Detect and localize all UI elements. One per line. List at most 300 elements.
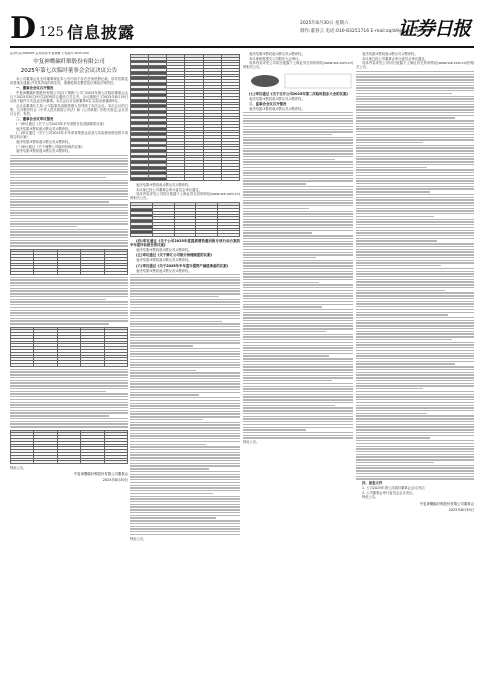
text-line-placeholder (130, 364, 240, 365)
paragraph: 本议案尚需提交公司股东大会审议。 (249, 56, 302, 61)
text-line-placeholder (356, 243, 474, 244)
text-line-placeholder (356, 284, 474, 285)
text-line-placeholder (10, 415, 109, 416)
text-line-placeholder (243, 153, 353, 154)
table-cell (174, 234, 196, 237)
closing-line: 特此公告。 (130, 536, 147, 541)
text-line-placeholder (356, 180, 474, 181)
text-line-placeholder (10, 396, 128, 397)
text-line-placeholder (356, 219, 474, 220)
text-line-placeholder (356, 115, 474, 116)
text-line-placeholder (356, 440, 474, 441)
text-line-placeholder (356, 271, 474, 272)
text-line-placeholder (130, 359, 240, 360)
table-cell (131, 178, 149, 181)
text-line-placeholder (243, 112, 353, 113)
paragraph: 特此公告。 (362, 495, 379, 500)
text-line-placeholder (130, 487, 240, 488)
text-line-placeholder (10, 312, 128, 313)
text-line-placeholder (243, 129, 353, 130)
text-line-placeholder (10, 304, 128, 305)
column-1-filler-2 (10, 277, 128, 325)
text-line-placeholder (356, 426, 474, 427)
text-line-placeholder (10, 282, 128, 283)
text-line-placeholder (356, 254, 474, 255)
text-line-placeholder (243, 260, 353, 261)
text-line-placeholder (10, 293, 128, 294)
text-line-placeholder (243, 405, 335, 406)
text-line-placeholder (130, 340, 240, 341)
notice-meta-1: 证券代码:688295 证券简称:中复神鹰 公告编号:2025-029 (10, 52, 89, 55)
text-line-placeholder (356, 407, 474, 408)
text-line-placeholder (243, 257, 316, 258)
table-cell (81, 363, 104, 366)
text-line-placeholder (130, 372, 240, 373)
page-header (0, 0, 484, 50)
text-line-placeholder (130, 318, 240, 319)
text-line-placeholder (356, 342, 474, 343)
text-line-placeholder (130, 293, 240, 294)
text-line-placeholder (10, 320, 128, 321)
text-line-placeholder (243, 134, 332, 135)
section-heading: 四、备查文件 (362, 481, 383, 486)
text-line-placeholder (243, 254, 353, 255)
closing-line: 特此公告。 (243, 440, 260, 445)
section-title: 信息披露 (67, 23, 136, 42)
column-4-body (356, 52, 474, 70)
text-line-placeholder (243, 375, 353, 376)
text-line-placeholder (10, 382, 128, 383)
text-line-placeholder (130, 435, 240, 436)
table-cell (57, 363, 80, 366)
text-line-placeholder (356, 178, 474, 179)
text-line-placeholder (243, 271, 353, 272)
text-line-placeholder (10, 223, 128, 224)
text-line-placeholder (130, 312, 240, 313)
text-line-placeholder (243, 366, 353, 367)
text-line-placeholder (356, 164, 474, 165)
text-line-placeholder (356, 383, 474, 384)
text-line-placeholder (10, 296, 128, 297)
text-line-placeholder (356, 120, 474, 121)
text-line-placeholder (243, 388, 353, 389)
text-line-placeholder (10, 371, 128, 372)
signature: 中复神鹰碳纤维股份有限公司董事会 (419, 501, 474, 506)
text-line-placeholder (10, 369, 128, 370)
text-line-placeholder (356, 317, 474, 318)
text-line-placeholder (243, 139, 353, 140)
text-line-placeholder (243, 435, 353, 436)
text-line-placeholder (243, 241, 353, 242)
text-line-placeholder (243, 334, 353, 335)
text-line-placeholder (356, 281, 474, 282)
text-line-placeholder (130, 353, 240, 354)
text-line-placeholder (130, 397, 240, 398)
text-line-placeholder (130, 476, 240, 477)
text-line-placeholder (10, 279, 128, 280)
text-line-placeholder (356, 273, 474, 274)
small-chart-area (243, 72, 353, 90)
table-cell (152, 234, 174, 237)
text-line-placeholder (10, 177, 106, 178)
column-2-filler (130, 274, 240, 535)
text-line-placeholder (243, 418, 353, 419)
text-line-placeholder (10, 204, 128, 205)
section-heading: 三、监事会会议召开情况 (249, 101, 287, 106)
table-cell (11, 363, 34, 366)
text-line-placeholder (243, 410, 353, 411)
text-line-placeholder (356, 93, 452, 94)
text-line-placeholder (356, 126, 474, 127)
text-line-placeholder (356, 388, 423, 389)
text-line-placeholder (243, 126, 353, 127)
text-line-placeholder (130, 337, 240, 338)
text-line-placeholder (356, 331, 474, 332)
text-line-placeholder (130, 290, 240, 291)
text-line-placeholder (356, 336, 474, 337)
text-line-placeholder (356, 369, 474, 370)
table-cell (57, 271, 80, 274)
text-line-placeholder (243, 331, 326, 332)
sign-date: 2025年8月30日 (102, 478, 128, 483)
text-line-placeholder (356, 350, 474, 351)
paragraph: 表决结果:9票同意,0票反对,0票弃权。 (136, 248, 192, 253)
table-cell (57, 461, 80, 464)
text-line-placeholder (243, 238, 353, 239)
signature: 中复神鹰碳纤维股份有限公司董事会 (73, 472, 128, 477)
text-line-placeholder (356, 476, 474, 477)
text-line-placeholder (10, 221, 128, 222)
text-line-placeholder (243, 386, 353, 387)
text-line-placeholder (243, 391, 353, 392)
text-line-placeholder (243, 287, 353, 288)
text-line-placeholder (130, 441, 240, 442)
sign-date: 2025年8月30日 (448, 507, 474, 512)
column-3-body-2 (243, 92, 353, 111)
text-line-placeholder (10, 399, 128, 400)
section-heading: 二、董事会会议审议情况 (16, 116, 54, 121)
text-line-placeholder (130, 482, 240, 483)
text-line-placeholder (130, 416, 240, 417)
table-cell (34, 363, 57, 366)
text-line-placeholder (356, 353, 474, 354)
text-line-placeholder (356, 186, 474, 187)
column-3 (243, 52, 353, 692)
section-heading: (五)审议通过《关于修订公司部分治理制度的议案》 (136, 253, 214, 258)
text-line-placeholder (356, 268, 474, 269)
text-line-placeholder (130, 392, 240, 393)
text-line-placeholder (130, 504, 240, 505)
text-line-placeholder (130, 534, 240, 535)
text-line-placeholder (243, 328, 353, 329)
text-line-placeholder (243, 364, 353, 365)
text-line-placeholder (356, 183, 474, 184)
text-line-placeholder (243, 227, 353, 228)
section-letter: D (10, 11, 37, 46)
text-line-placeholder (356, 76, 474, 77)
text-line-placeholder (243, 279, 353, 280)
text-line-placeholder (130, 413, 240, 414)
text-line-placeholder (10, 318, 128, 319)
paragraph: 表决结果:3票同意,0票反对,0票弃权。 (249, 106, 305, 111)
text-line-placeholder (130, 468, 209, 469)
text-line-placeholder (10, 377, 128, 378)
text-line-placeholder (356, 79, 474, 80)
text-line-placeholder (356, 85, 474, 86)
column-4-body-2 (356, 481, 474, 499)
text-line-placeholder (130, 321, 222, 322)
text-line-placeholder (356, 465, 474, 466)
text-line-placeholder (130, 517, 216, 518)
small-chart (243, 72, 353, 90)
column-4 (356, 52, 474, 692)
text-line-placeholder (356, 276, 474, 277)
text-line-placeholder (356, 287, 474, 288)
section-heading: (六)审议通过《关于2025年半年度计提资产减值准备的议案》 (136, 263, 230, 268)
text-line-placeholder (130, 411, 240, 412)
text-line-placeholder (10, 166, 128, 167)
text-line-placeholder (243, 216, 353, 217)
text-line-placeholder (130, 279, 240, 280)
text-line-placeholder (356, 301, 474, 302)
text-line-placeholder (130, 370, 196, 371)
text-line-placeholder (243, 361, 353, 362)
text-line-placeholder (356, 224, 474, 225)
text-line-placeholder (356, 374, 474, 375)
text-line-placeholder (243, 178, 353, 179)
paragraph: 本议案已经公司董事会审计委员会审议通过。 (362, 56, 428, 61)
text-line-placeholder (130, 454, 240, 455)
text-line-placeholder (10, 245, 128, 246)
text-line-placeholder (130, 375, 240, 376)
text-line-placeholder (356, 235, 474, 236)
column-2-body (130, 183, 240, 201)
paragraph: 表决结果:9票同意,0票反对,0票弃权。 (16, 149, 72, 154)
text-line-placeholder (356, 421, 474, 422)
text-line-placeholder (243, 380, 332, 381)
text-line-placeholder (243, 115, 353, 116)
text-line-placeholder (130, 498, 240, 499)
text-line-placeholder (356, 134, 474, 135)
text-line-placeholder (356, 456, 474, 457)
text-line-placeholder (356, 128, 474, 129)
text-line-placeholder (356, 415, 474, 416)
text-line-placeholder (243, 306, 322, 307)
text-line-placeholder (243, 150, 353, 151)
text-line-placeholder (130, 501, 240, 502)
text-line-placeholder (356, 221, 474, 222)
text-line-placeholder (243, 123, 353, 124)
text-line-placeholder (130, 334, 240, 335)
text-line-placeholder (243, 372, 353, 373)
chart-shape (251, 75, 279, 87)
text-line-placeholder (356, 137, 474, 138)
text-line-placeholder (10, 226, 77, 227)
text-line-placeholder (356, 451, 474, 452)
text-line-placeholder (356, 339, 452, 340)
text-line-placeholder (243, 246, 353, 247)
text-line-placeholder (10, 158, 128, 159)
text-line-placeholder (130, 515, 240, 516)
text-line-placeholder (130, 523, 240, 524)
text-line-placeholder (356, 262, 474, 263)
text-line-placeholder (243, 159, 335, 160)
text-line-placeholder (243, 243, 353, 244)
text-line-placeholder (356, 251, 474, 252)
notice-title: 2025年第七次临时董事会会议决议公告 (20, 67, 118, 74)
section-heading: (七)审议通过《关于召开公司2025年第二次临时股东大会的议案》 (249, 91, 350, 96)
paragraph: 中复神鹰碳纤维股份有限公司(以下简称“公司”)2025年第七次临时董事会会议于2025年8月29日以现场结合通讯方式召开。会议通知已于2025年8月19日以电子邮件方式送达全体董事。本次会议应出席董事9名,实际出席董事9名。 (10, 90, 128, 103)
text-line-placeholder (356, 265, 441, 266)
text-line-placeholder (130, 446, 240, 447)
paragraph: (二)审议通过《关于公司2025年半年度募集资金存放与实际使用情况的专项报告的议案》 (10, 131, 128, 140)
text-line-placeholder (243, 293, 353, 294)
text-line-placeholder (130, 496, 240, 497)
paragraph: 具体内容详见公司同日披露于上海证券交易所网站(www.sse.com.cn)的相关公告。 (130, 192, 240, 201)
text-line-placeholder (356, 303, 474, 304)
paragraph: 表决结果:9票同意,0票反对,0票弃权。 (16, 140, 72, 145)
text-line-placeholder (356, 213, 474, 214)
text-line-placeholder (356, 298, 474, 299)
text-line-placeholder (243, 276, 353, 277)
text-line-placeholder (10, 310, 128, 311)
text-line-placeholder (356, 322, 474, 323)
table-row (131, 178, 240, 181)
text-line-placeholder (356, 169, 474, 170)
paragraph: 表决结果:9票同意,0票反对,0票弃权。 (136, 268, 192, 273)
text-line-placeholder (243, 427, 353, 428)
text-line-placeholder (130, 422, 240, 423)
text-line-placeholder (356, 448, 474, 449)
table-cell (11, 461, 34, 464)
text-line-placeholder (10, 404, 128, 405)
issue-date: 2025年8月30日 星期六 (300, 21, 349, 26)
text-line-placeholder (243, 396, 353, 397)
page-number: 125 (39, 25, 64, 40)
text-line-placeholder (356, 446, 474, 447)
text-line-placeholder (130, 444, 206, 445)
text-line-placeholder (243, 402, 353, 403)
text-line-placeholder (243, 252, 353, 253)
chart-table-outline (285, 74, 351, 88)
text-line-placeholder (130, 381, 240, 382)
text-line-placeholder (10, 231, 128, 232)
table-cell (81, 461, 104, 464)
text-line-placeholder (356, 366, 474, 367)
text-line-placeholder (243, 142, 353, 143)
text-line-placeholder (356, 470, 474, 471)
paragraph: 表决结果:9票同意,0票反对,0票弃权。 (362, 52, 418, 56)
text-line-placeholder (356, 139, 474, 140)
text-line-placeholder (356, 71, 474, 72)
editor-contact: 制作:董春云 电话:010-83251716 E-mail:zqrb9@zqrb.sina.net (300, 29, 433, 34)
text-line-placeholder (10, 380, 128, 381)
text-line-placeholder (10, 391, 106, 392)
text-line-placeholder (243, 224, 353, 225)
text-line-placeholder (243, 429, 306, 430)
text-line-placeholder (10, 285, 128, 286)
text-line-placeholder (356, 309, 474, 310)
text-line-placeholder (10, 171, 128, 172)
text-line-placeholder (243, 355, 329, 356)
text-line-placeholder (10, 180, 128, 181)
paragraph: 本公司董事会及全体董事保证本公告内容不存在任何虚假记载、误导性陈述或者重大遗漏,并对其内容的真实性、准确性和完整性依法承担法律责任。 (10, 76, 128, 85)
text-line-placeholder (356, 424, 474, 425)
text-line-placeholder (10, 388, 128, 389)
text-line-placeholder (356, 153, 474, 154)
text-line-placeholder (243, 284, 353, 285)
text-line-placeholder (243, 407, 353, 408)
text-line-placeholder (356, 101, 474, 102)
text-line-placeholder (243, 262, 353, 263)
text-line-placeholder (356, 385, 474, 386)
text-line-placeholder (10, 201, 109, 202)
text-line-placeholder (130, 296, 219, 297)
text-line-placeholder (356, 246, 474, 247)
text-line-placeholder (356, 188, 474, 189)
column-3-filler (243, 112, 353, 439)
text-line-placeholder (10, 193, 128, 194)
data-table (10, 430, 128, 465)
text-line-placeholder (356, 106, 474, 107)
text-line-placeholder (130, 277, 240, 278)
text-line-placeholder (130, 285, 240, 286)
text-line-placeholder (243, 345, 353, 346)
text-line-placeholder (356, 355, 474, 356)
text-line-placeholder (130, 351, 240, 352)
text-line-placeholder (130, 345, 193, 346)
text-line-placeholder (243, 304, 353, 305)
text-line-placeholder (243, 377, 353, 378)
text-line-placeholder (10, 174, 128, 175)
text-line-placeholder (356, 344, 474, 345)
text-line-placeholder (10, 242, 128, 243)
text-line-placeholder (243, 189, 353, 190)
text-line-placeholder (356, 377, 474, 378)
text-line-placeholder (130, 408, 240, 409)
text-line-placeholder (243, 413, 353, 414)
paragraph: 具体内容详见公司同日披露于上海证券交易所网站(www.sse.com.cn)的相关公告。 (243, 61, 353, 70)
text-line-placeholder (243, 232, 312, 233)
text-line-placeholder (10, 163, 128, 164)
text-line-placeholder (243, 298, 353, 299)
text-line-placeholder (243, 268, 353, 269)
text-line-placeholder (356, 328, 474, 329)
text-line-placeholder (356, 205, 474, 206)
text-line-placeholder (10, 210, 128, 211)
table-cell (196, 234, 218, 237)
text-line-placeholder (356, 208, 474, 209)
text-line-placeholder (356, 454, 474, 455)
paragraph: (一)审议通过《关于公司2025年半年度报告及其摘要的议案》 (16, 121, 107, 126)
paragraph: 本议案已经公司董事会审计委员会审议通过。 (136, 187, 202, 192)
text-line-placeholder (10, 182, 128, 183)
text-line-placeholder (356, 443, 474, 444)
text-line-placeholder (356, 306, 474, 307)
paragraph: 1. 公司2025年第七次临时董事会会议决议; (362, 486, 426, 491)
column-2 (130, 52, 240, 692)
text-line-placeholder (130, 307, 240, 308)
text-line-placeholder (356, 432, 474, 433)
text-line-placeholder (356, 172, 474, 173)
text-line-placeholder (130, 274, 240, 275)
table-cell (34, 271, 57, 274)
text-line-placeholder (130, 400, 240, 401)
table-row (11, 363, 128, 366)
text-line-placeholder (130, 528, 240, 529)
text-line-placeholder (10, 215, 128, 216)
text-line-placeholder (130, 457, 240, 458)
